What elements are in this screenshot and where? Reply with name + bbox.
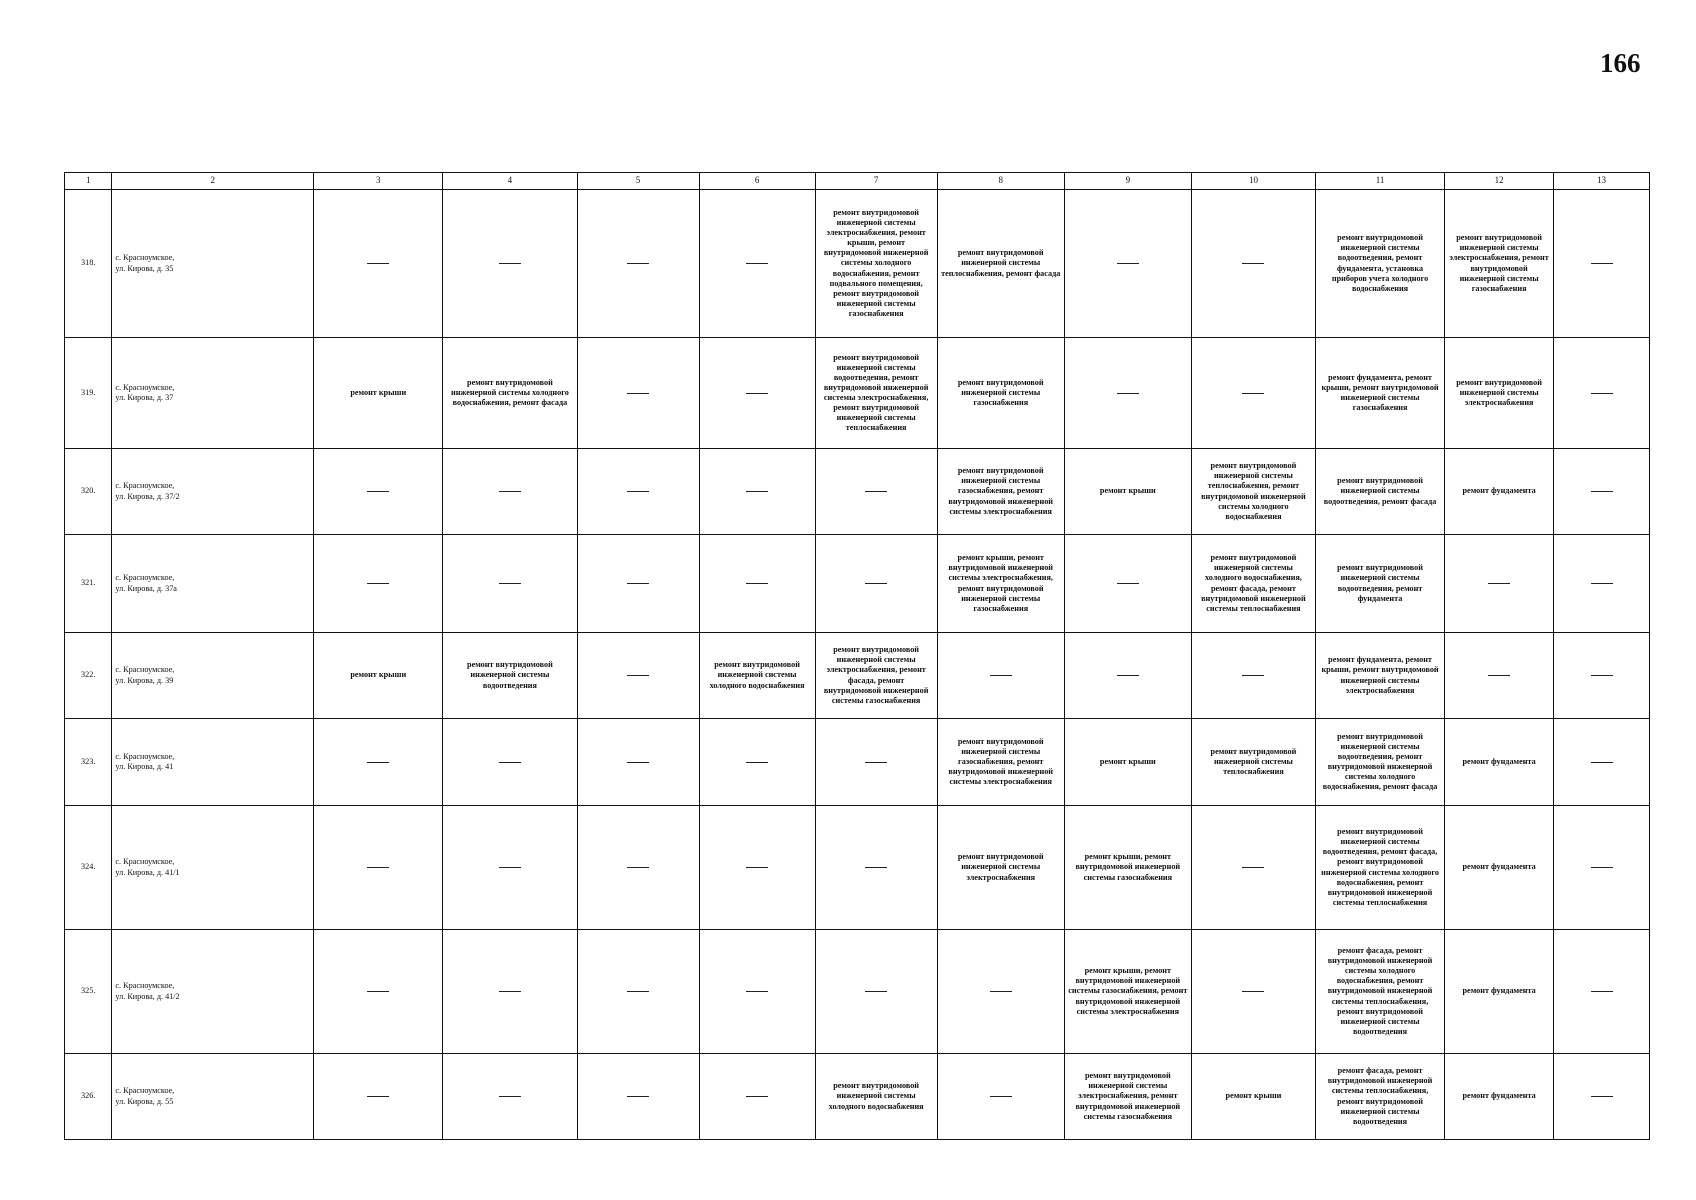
- work-cell: ремонт фундамента: [1445, 719, 1554, 806]
- dash-mark: [1242, 675, 1264, 676]
- work-cell: ремонт внутридомовой инженерной системы электроснабжения: [937, 806, 1064, 930]
- column-header: 7: [815, 173, 937, 190]
- address-line: ул. Кирова, д. 37/2: [115, 491, 180, 501]
- repair-schedule-table: [64, 172, 1650, 1140]
- page-number: 166: [1600, 48, 1641, 78]
- empty-cell: [699, 1054, 815, 1140]
- empty-cell: [443, 190, 577, 338]
- dash-mark: [627, 991, 649, 992]
- work-cell: ремонт крыши: [1064, 719, 1191, 806]
- table-row: [65, 930, 1650, 1054]
- dash-mark: [627, 583, 649, 584]
- empty-cell: [443, 449, 577, 535]
- empty-cell: [1554, 190, 1650, 338]
- address-cell: [112, 338, 314, 449]
- dash-mark: [1117, 393, 1139, 394]
- dash-mark: [746, 762, 768, 763]
- table-row: [65, 190, 1650, 338]
- empty-cell: [314, 1054, 443, 1140]
- column-header: 3: [314, 173, 443, 190]
- dash-mark: [499, 583, 521, 584]
- dash-mark: [1591, 1096, 1613, 1097]
- dash-mark: [627, 1096, 649, 1097]
- empty-cell: [443, 535, 577, 633]
- work-cell: ремонт внутридомовой инженерной системы газоснабжения, ремонт внутридомовой инженерной системы электроснабжения: [937, 719, 1064, 806]
- empty-cell: [577, 449, 699, 535]
- work-cell: ремонт внутридомовой инженерной системы водоотведения: [443, 633, 577, 719]
- address-line: ул. Кирова, д. 39: [115, 675, 174, 685]
- work-cell: ремонт крыши, ремонт внутридомовой инженерной системы газоснабжения, ремонт внутридомовой инженерной системы электроснабжения: [1064, 930, 1191, 1054]
- dash-mark: [865, 762, 887, 763]
- empty-cell: [577, 190, 699, 338]
- dash-mark: [367, 491, 389, 492]
- address-cell: [112, 719, 314, 806]
- work-cell: ремонт внутридомовой инженерной системы холодного водоснабжения, ремонт фасада, ремонт внутридомовой инженерной системы теплоснабжения: [1191, 535, 1315, 633]
- table-row: [65, 806, 1650, 930]
- dash-mark: [746, 491, 768, 492]
- work-cell: ремонт внутридомовой инженерной системы газоснабжения: [937, 338, 1064, 449]
- dash-mark: [865, 991, 887, 992]
- dash-mark: [865, 867, 887, 868]
- work-cell: ремонт внутридомовой инженерной системы холодного водоснабжения: [699, 633, 815, 719]
- dash-mark: [627, 393, 649, 394]
- work-cell: ремонт внутридомовой инженерной системы газоснабжения, ремонт внутридомовой инженерной системы электроснабжения: [937, 449, 1064, 535]
- work-cell: ремонт крыши: [314, 633, 443, 719]
- empty-cell: [699, 449, 815, 535]
- empty-cell: [1554, 449, 1650, 535]
- dash-mark: [1591, 675, 1613, 676]
- address-line: с. Красноумское,: [115, 665, 175, 675]
- empty-cell: [937, 930, 1064, 1054]
- empty-cell: [699, 719, 815, 806]
- dash-mark: [1488, 675, 1510, 676]
- work-cell: ремонт внутридомовой инженерной системы электроснабжения, ремонт крыши, ремонт внутридомовой инженерной системы холодного водоснабжения, ремонт подвального помещения, ремонт внутридомовой инженерной системы газоснабжения: [815, 190, 937, 338]
- header-row: [65, 173, 1650, 190]
- column-header: 8: [937, 173, 1064, 190]
- work-cell: ремонт фасада, ремонт внутридомовой инженерной системы холодного водоснабжения, ремонт внутридомовой инженерной системы теплоснабжения, ремонт внутридомовой инженерной системы водоотведения: [1315, 930, 1444, 1054]
- address-line: ул. Кирова, д. 41/1: [115, 867, 180, 877]
- empty-cell: [1445, 633, 1554, 719]
- work-cell: ремонт внутридомовой инженерной системы водоотведения, ремонт фасада: [1315, 449, 1444, 535]
- empty-cell: [577, 1054, 699, 1140]
- work-cell: ремонт внутридомовой инженерной системы теплоснабжения, ремонт фасада: [937, 190, 1064, 338]
- address-cell: [112, 930, 314, 1054]
- work-cell: ремонт внутридомовой инженерной системы холодного водоснабжения, ремонт фасада: [443, 338, 577, 449]
- empty-cell: [1064, 535, 1191, 633]
- dash-mark: [367, 1096, 389, 1097]
- work-cell: ремонт внутридомовой инженерной системы водоотведения, ремонт фасада, ремонт внутридомовой инженерной системы холодного водоснабжения, ремонт внутридомовой инженерной системы теплоснабжения: [1315, 806, 1444, 930]
- empty-cell: [577, 633, 699, 719]
- empty-cell: [577, 806, 699, 930]
- dash-mark: [367, 991, 389, 992]
- dash-mark: [746, 991, 768, 992]
- work-cell: ремонт внутридомовой инженерной системы водоотведения, ремонт внутридомовой инженерной системы электроснабжения, ремонт внутридомовой инженерной системы теплоснабжения: [815, 338, 937, 449]
- table-row: [65, 449, 1650, 535]
- dash-mark: [746, 393, 768, 394]
- empty-cell: [699, 190, 815, 338]
- dash-mark: [1591, 991, 1613, 992]
- work-cell: ремонт крыши: [1191, 1054, 1315, 1140]
- dash-mark: [627, 263, 649, 264]
- work-cell: ремонт внутридомовой инженерной системы электроснабжения, ремонт внутридомовой инженерной системы газоснабжения: [1445, 190, 1554, 338]
- dash-mark: [627, 675, 649, 676]
- table-row: [65, 338, 1650, 449]
- empty-cell: [577, 930, 699, 1054]
- dash-mark: [1117, 583, 1139, 584]
- dash-mark: [367, 263, 389, 264]
- empty-cell: [314, 535, 443, 633]
- dash-mark: [367, 762, 389, 763]
- empty-cell: [1191, 930, 1315, 1054]
- dash-mark: [865, 583, 887, 584]
- work-cell: ремонт внутридомовой инженерной системы электроснабжения, ремонт фасада, ремонт внутридомовой инженерной системы газоснабжения: [815, 633, 937, 719]
- empty-cell: [1064, 338, 1191, 449]
- column-header: 13: [1554, 173, 1650, 190]
- empty-cell: [699, 930, 815, 1054]
- column-header: 4: [443, 173, 577, 190]
- work-cell: ремонт фундамента: [1445, 1054, 1554, 1140]
- dash-mark: [1488, 583, 1510, 584]
- work-cell: ремонт крыши: [314, 338, 443, 449]
- empty-cell: [1554, 535, 1650, 633]
- work-cell: ремонт фундамента: [1445, 930, 1554, 1054]
- address-line: ул. Кирова, д. 37: [115, 393, 174, 402]
- empty-cell: [314, 190, 443, 338]
- dash-mark: [1591, 491, 1613, 492]
- empty-cell: [314, 449, 443, 535]
- dash-mark: [1591, 393, 1613, 394]
- empty-cell: [1554, 633, 1650, 719]
- column-header: 1: [65, 173, 112, 190]
- work-cell: ремонт крыши, ремонт внутридомовой инженерной системы газоснабжения: [1064, 806, 1191, 930]
- empty-cell: [937, 1054, 1064, 1140]
- dash-mark: [1242, 991, 1264, 992]
- empty-cell: [1554, 930, 1650, 1054]
- dash-mark: [1591, 583, 1613, 584]
- work-cell: ремонт внутридомовой инженерной системы водоотведения, ремонт фундамента: [1315, 535, 1444, 633]
- empty-cell: [1191, 190, 1315, 338]
- dash-mark: [746, 1096, 768, 1097]
- work-cell: ремонт внутридомовой инженерной системы водоотведения, ремонт внутридомовой инженерной системы холодного водоснабжения, ремонт фасада: [1315, 719, 1444, 806]
- address-line: ул. Кирова, д. 41/2: [115, 991, 180, 1001]
- row-number: 323.: [65, 719, 112, 806]
- dash-mark: [367, 583, 389, 584]
- address-cell: [112, 535, 314, 633]
- work-cell: ремонт фундамента, ремонт крыши, ремонт внутридомовой инженерной системы электроснабжения: [1315, 633, 1444, 719]
- address-cell: [112, 633, 314, 719]
- dash-mark: [499, 867, 521, 868]
- row-number: 322.: [65, 633, 112, 719]
- work-cell: ремонт внутридомовой инженерной системы водоотведения, ремонт фундамента, установка приборов учета холодного водоснабжения: [1315, 190, 1444, 338]
- work-cell: ремонт внутридомовой инженерной системы холодного водоснабжения: [815, 1054, 937, 1140]
- empty-cell: [443, 930, 577, 1054]
- dash-mark: [1242, 263, 1264, 264]
- empty-cell: [577, 535, 699, 633]
- row-number: 324.: [65, 806, 112, 930]
- dash-mark: [499, 491, 521, 492]
- address-line: ул. Кирова, д. 41: [115, 762, 174, 771]
- empty-cell: [577, 338, 699, 449]
- dash-mark: [499, 991, 521, 992]
- empty-cell: [1191, 806, 1315, 930]
- work-cell: ремонт фундамента: [1445, 449, 1554, 535]
- address-cell: [112, 449, 314, 535]
- dash-mark: [627, 762, 649, 763]
- empty-cell: [815, 449, 937, 535]
- row-number: 320.: [65, 449, 112, 535]
- column-header: 2: [112, 173, 314, 190]
- dash-mark: [990, 991, 1012, 992]
- dash-mark: [865, 491, 887, 492]
- column-header: 6: [699, 173, 815, 190]
- address-cell: [112, 806, 314, 930]
- empty-cell: [1554, 806, 1650, 930]
- empty-cell: [699, 535, 815, 633]
- address-line: с. Красноумское,: [115, 1086, 175, 1096]
- dash-mark: [367, 867, 389, 868]
- dash-mark: [499, 762, 521, 763]
- dash-mark: [1591, 762, 1613, 763]
- address-cell: [112, 190, 314, 338]
- work-cell: ремонт фундамента, ремонт крыши, ремонт внутридомовой инженерной системы газоснабжения: [1315, 338, 1444, 449]
- dash-mark: [990, 1096, 1012, 1097]
- empty-cell: [314, 930, 443, 1054]
- address-line: с. Красноумское,: [115, 481, 175, 491]
- dash-mark: [1591, 867, 1613, 868]
- empty-cell: [1554, 338, 1650, 449]
- column-header: 5: [577, 173, 699, 190]
- address-line: с. Красноумское,: [115, 382, 175, 392]
- dash-mark: [1117, 263, 1139, 264]
- work-cell: ремонт фундамента: [1445, 806, 1554, 930]
- work-cell: ремонт фасада, ремонт внутридомовой инженерной системы теплоснабжения, ремонт внутридомовой инженерной системы водоотведения: [1315, 1054, 1444, 1140]
- address-line: ул. Кирова, д. 35: [115, 263, 174, 273]
- empty-cell: [699, 338, 815, 449]
- address-cell: [112, 1054, 314, 1140]
- dash-mark: [990, 675, 1012, 676]
- dash-mark: [499, 263, 521, 264]
- table-row: [65, 1054, 1650, 1140]
- row-number: 319.: [65, 338, 112, 449]
- empty-cell: [577, 719, 699, 806]
- dash-mark: [746, 263, 768, 264]
- table-row: [65, 719, 1650, 806]
- address-line: с. Красноумское,: [115, 981, 175, 991]
- address-line: ул. Кирова, д. 37а: [115, 583, 177, 593]
- work-cell: ремонт внутридомовой инженерной системы теплоснабжения, ремонт внутридомовой инженерной системы холодного водоснабжения: [1191, 449, 1315, 535]
- dash-mark: [627, 491, 649, 492]
- empty-cell: [443, 719, 577, 806]
- row-number: 321.: [65, 535, 112, 633]
- row-number: 326.: [65, 1054, 112, 1140]
- work-cell: ремонт внутридомовой инженерной системы теплоснабжения: [1191, 719, 1315, 806]
- empty-cell: [443, 806, 577, 930]
- empty-cell: [815, 806, 937, 930]
- row-number: 325.: [65, 930, 112, 1054]
- empty-cell: [443, 1054, 577, 1140]
- address-line: с. Красноумское,: [115, 751, 175, 761]
- empty-cell: [314, 806, 443, 930]
- dash-mark: [1591, 263, 1613, 264]
- address-line: с. Красноумское,: [115, 253, 175, 263]
- empty-cell: [937, 633, 1064, 719]
- column-header: 10: [1191, 173, 1315, 190]
- empty-cell: [1445, 535, 1554, 633]
- row-number: 318.: [65, 190, 112, 338]
- dash-mark: [499, 1096, 521, 1097]
- empty-cell: [815, 719, 937, 806]
- work-cell: ремонт крыши: [1064, 449, 1191, 535]
- table-row: [65, 535, 1650, 633]
- empty-cell: [1064, 633, 1191, 719]
- address-line: ул. Кирова, д. 55: [115, 1096, 174, 1106]
- empty-cell: [815, 930, 937, 1054]
- empty-cell: [815, 535, 937, 633]
- empty-cell: [699, 806, 815, 930]
- column-header: 9: [1064, 173, 1191, 190]
- dash-mark: [1117, 675, 1139, 676]
- dash-mark: [627, 867, 649, 868]
- address-line: с. Красноумское,: [115, 573, 175, 583]
- empty-cell: [1064, 190, 1191, 338]
- empty-cell: [1554, 719, 1650, 806]
- address-line: с. Красноумское,: [115, 857, 175, 867]
- empty-cell: [1191, 338, 1315, 449]
- work-cell: ремонт крыши, ремонт внутридомовой инженерной системы электроснабжения, ремонт внутридомовой инженерной системы газоснабжения: [937, 535, 1064, 633]
- dash-mark: [1242, 867, 1264, 868]
- column-header: 11: [1315, 173, 1444, 190]
- dash-mark: [1242, 393, 1264, 394]
- empty-cell: [1191, 633, 1315, 719]
- dash-mark: [746, 583, 768, 584]
- work-cell: ремонт внутридомовой инженерной системы электроснабжения, ремонт внутридомовой инженерной системы газоснабжения: [1064, 1054, 1191, 1140]
- work-cell: ремонт внутридомовой инженерной системы электроснабжения: [1445, 338, 1554, 449]
- empty-cell: [314, 719, 443, 806]
- table-row: [65, 633, 1650, 719]
- empty-cell: [1554, 1054, 1650, 1140]
- column-header: 12: [1445, 173, 1554, 190]
- dash-mark: [746, 867, 768, 868]
